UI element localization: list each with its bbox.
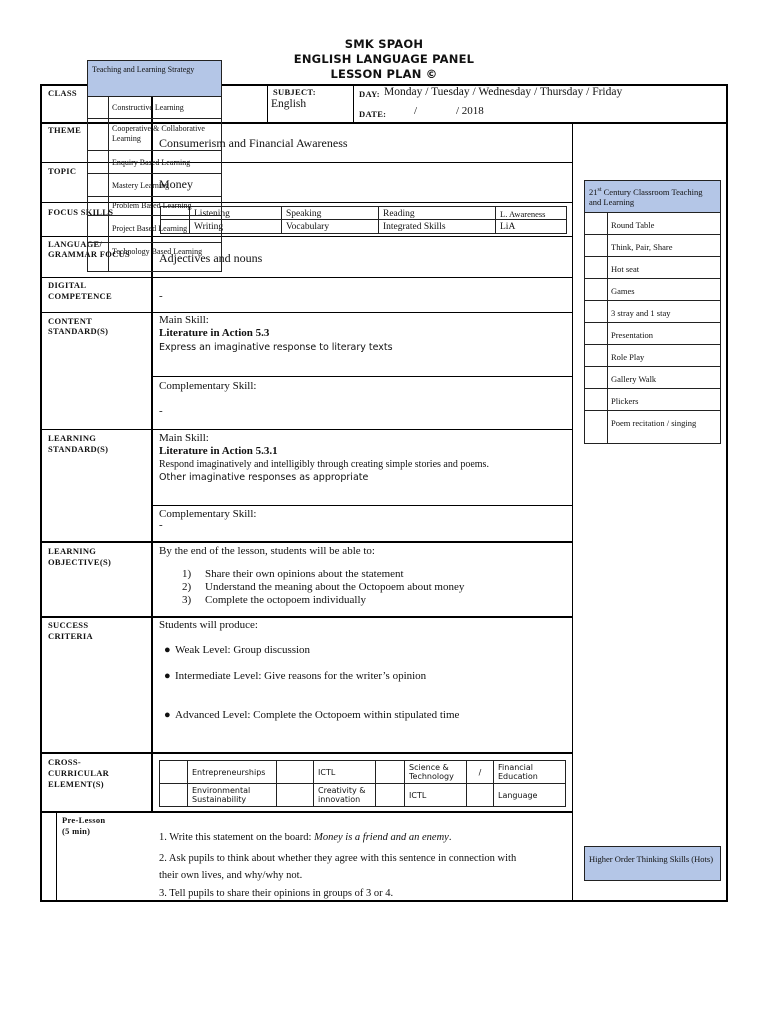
day-label: DAY: (359, 89, 380, 99)
skill-lia: LiA (495, 219, 567, 234)
pre-lesson-step1 (159, 831, 451, 844)
topic-label: TOPIC (48, 166, 77, 176)
cce-financial-education: Financial Education (493, 760, 566, 784)
curricular-label: CURRICULAR (48, 768, 110, 778)
cce-entrepreneurships: Entrepreneurships (187, 760, 277, 784)
checkbox-icon[interactable] (585, 411, 608, 443)
checkbox-icon[interactable] (88, 174, 109, 196)
objective-label: LEARNING (48, 546, 97, 556)
topic-value[interactable]: Money (159, 177, 193, 191)
checkbox-icon[interactable] (88, 197, 109, 215)
success-intro: Students will produce: (159, 619, 258, 631)
checkbox-icon[interactable] (88, 243, 109, 271)
objective-item: Share their own opinions about the statement (205, 568, 404, 580)
theme-value[interactable]: Consumerism and Financial Awareness (159, 136, 348, 150)
language-label: LANGUAGE/ (48, 239, 103, 249)
objectives-label: OBJECTIVE(S) (48, 557, 112, 567)
checkbox-icon[interactable] (585, 213, 608, 234)
tl-strategy-item[interactable]: Project Based Learning (87, 215, 222, 243)
century-title: 21st Century Classroom Teaching and Learning (584, 180, 721, 213)
century-item[interactable]: 3 stray and 1 stay (584, 300, 721, 323)
checkbox-icon[interactable] (585, 389, 608, 410)
cce-checkbox[interactable] (375, 783, 405, 807)
pre-lesson-duration: (5 min) (62, 826, 91, 836)
content-standard-label: STANDARD(S) (48, 326, 109, 336)
learning-standard-label: STANDARD(S) (48, 444, 109, 454)
learning-main-text1: Respond imaginatively and intelligibly through creating simple stories and poems. (159, 459, 489, 470)
digital-label: DIGITAL (48, 280, 87, 290)
cce-language: Language (493, 783, 566, 807)
tl-strategy-item[interactable]: Cooperative & Collaborative Learning (87, 118, 222, 151)
pre-lesson-step2a: 2. Ask pupils to think about whether they agree with this sentence in connection with (159, 853, 517, 864)
content-main-skill-label: Main Skill: (159, 314, 209, 326)
cce-ictl-2: ICTL (404, 783, 467, 807)
century-item[interactable]: Presentation (584, 322, 721, 345)
date-year[interactable]: / 2018 (456, 105, 484, 117)
school-name: SMK SPAOH (344, 37, 424, 51)
subject-label: SUBJECT: (273, 87, 316, 97)
learning-comp-label: Complementary Skill: (159, 508, 257, 520)
bullet-icon: ● (164, 670, 171, 682)
skill-listening: Listening (189, 206, 282, 220)
learning-main-title: Literature in Action 5.3.1 (159, 445, 278, 457)
step1-text: 1. Write this statement on the board: (159, 832, 315, 843)
tl-strategy-item[interactable]: Technology Based Learning (87, 242, 222, 272)
tl-strategy-item[interactable]: Problem Based Learning (87, 196, 222, 216)
learning-comp-value[interactable]: - (159, 519, 163, 531)
pre-lesson-step2b: their own lives, and why/why not. (159, 870, 303, 881)
checkbox-icon[interactable] (88, 119, 109, 150)
objective-item: Understand the meaning about the Octopoem about money (205, 581, 465, 593)
checkbox-icon[interactable] (88, 97, 109, 118)
cce-checkbox[interactable] (466, 783, 494, 807)
focus-skills-label: FOCUS SKILLS (48, 207, 114, 217)
objective-num: 1) (182, 568, 192, 580)
checkbox-icon[interactable] (585, 367, 608, 388)
subject-value[interactable]: English (271, 98, 307, 110)
hots-box[interactable]: Higher Order Thinking Skills (Hots) (584, 846, 721, 881)
panel-name: ENGLISH LANGUAGE PANEL (293, 52, 475, 66)
tl-strategy-item[interactable]: Constructive Learning (87, 96, 222, 119)
cce-environmental: Environmental Sustainability (187, 783, 277, 807)
century-item[interactable]: Games (584, 278, 721, 301)
cce-checkbox[interactable] (375, 760, 405, 784)
century-item[interactable]: Poem recitation / singing (584, 410, 721, 444)
cce-checkbox[interactable] (159, 760, 188, 784)
content-main-title: Literature in Action 5.3 (159, 327, 270, 339)
learning-label: LEARNING (48, 433, 97, 443)
bullet-icon: ● (164, 644, 171, 656)
cce-creativity: Creativity & innovation (313, 783, 376, 807)
skill-integrated: Integrated Skills (378, 219, 496, 234)
checkbox-icon[interactable] (88, 151, 109, 173)
tl-strategy-item[interactable]: Enquiry Based Learning (87, 150, 222, 174)
objective-num: 3) (182, 594, 192, 606)
cce-science-technology: Science & Technology (404, 760, 467, 784)
date-label: DATE: (359, 109, 387, 119)
cce-checkbox[interactable] (276, 783, 314, 807)
step1-end: . (448, 832, 452, 843)
century-item[interactable]: Plickers (584, 388, 721, 411)
cross-label: CROSS- (48, 757, 81, 767)
skill-language-awareness: L. Awareness (495, 206, 567, 220)
objectives-intro: By the end of the lesson, students will be able to: (159, 545, 375, 557)
checkbox-icon[interactable] (585, 323, 608, 344)
objective-item: Complete the octopoem individually (205, 594, 366, 606)
success-intermediate: Intermediate Level: Give reasons for the writer’s opinion (175, 670, 427, 682)
success-advanced: Advanced Level: Complete the Octopoem within stipulated time (175, 709, 460, 721)
date-separator: / (414, 105, 418, 117)
cce-ictl: ICTL (313, 760, 376, 784)
checkbox-icon[interactable] (585, 279, 608, 300)
century-item[interactable]: Think, Pair, Share (584, 234, 721, 257)
grammar-focus-label: GRAMMAR FOCUS (48, 249, 131, 259)
elements-label: ELEMENT(S) (48, 779, 104, 789)
objective-num: 2) (182, 581, 192, 593)
class-label: CLASS (48, 88, 77, 98)
century-item[interactable]: Gallery Walk (584, 366, 721, 389)
day-value[interactable]: Monday / Tuesday / Wednesday / Thursday / Friday (384, 86, 623, 98)
cce-checkbox[interactable] (159, 783, 188, 807)
cce-checkbox[interactable] (276, 760, 314, 784)
checkbox-icon[interactable] (88, 216, 109, 242)
skill-vocabulary: Vocabulary (281, 219, 379, 234)
learning-main-skill-label: Main Skill: (159, 432, 209, 444)
success-label: SUCCESS (48, 620, 89, 630)
skill-writing: Writing (189, 219, 282, 234)
century-item[interactable]: Round Table (584, 212, 721, 235)
digital-value[interactable]: - (159, 290, 163, 302)
step1-statement: Money is a friend and an enemy (314, 832, 449, 843)
tl-strategy-title: Teaching and Learning Strategy (87, 60, 222, 97)
century-item[interactable]: Role Play (584, 344, 721, 367)
skill-speaking: Speaking (281, 206, 379, 220)
criteria-label: CRITERIA (48, 631, 93, 641)
grammar-value[interactable]: Adjectives and nouns (159, 251, 263, 265)
competence-label: COMPETENCE (48, 291, 112, 301)
checkbox-icon[interactable] (585, 257, 608, 278)
theme-label: THEME (48, 125, 82, 135)
tl-strategy-item[interactable]: Mastery Learning (87, 173, 222, 197)
pre-lesson-step3: 3. Tell pupils to share their opinions in groups of 3 or 4. (159, 888, 394, 899)
document-title: LESSON PLAN © (330, 67, 438, 81)
checkbox-icon[interactable] (585, 235, 608, 256)
pre-lesson-label: Pre-Lesson (62, 815, 106, 825)
content-comp-value[interactable]: - (159, 405, 163, 417)
checkbox-icon[interactable] (585, 301, 608, 322)
checkbox-icon[interactable] (585, 345, 608, 366)
success-weak: Weak Level: Group discussion (175, 644, 311, 656)
cce-mark[interactable]: / (466, 760, 494, 784)
bullet-icon: ● (164, 709, 171, 721)
century-item[interactable]: Hot seat (584, 256, 721, 279)
content-label: CONTENT (48, 316, 93, 326)
skill-reading: Reading (378, 206, 496, 220)
content-comp-label: Complementary Skill: (159, 380, 257, 392)
content-main-text: Express an imaginative response to literary texts (159, 342, 393, 353)
learning-main-text2: Other imaginative responses as appropriate (159, 472, 369, 483)
